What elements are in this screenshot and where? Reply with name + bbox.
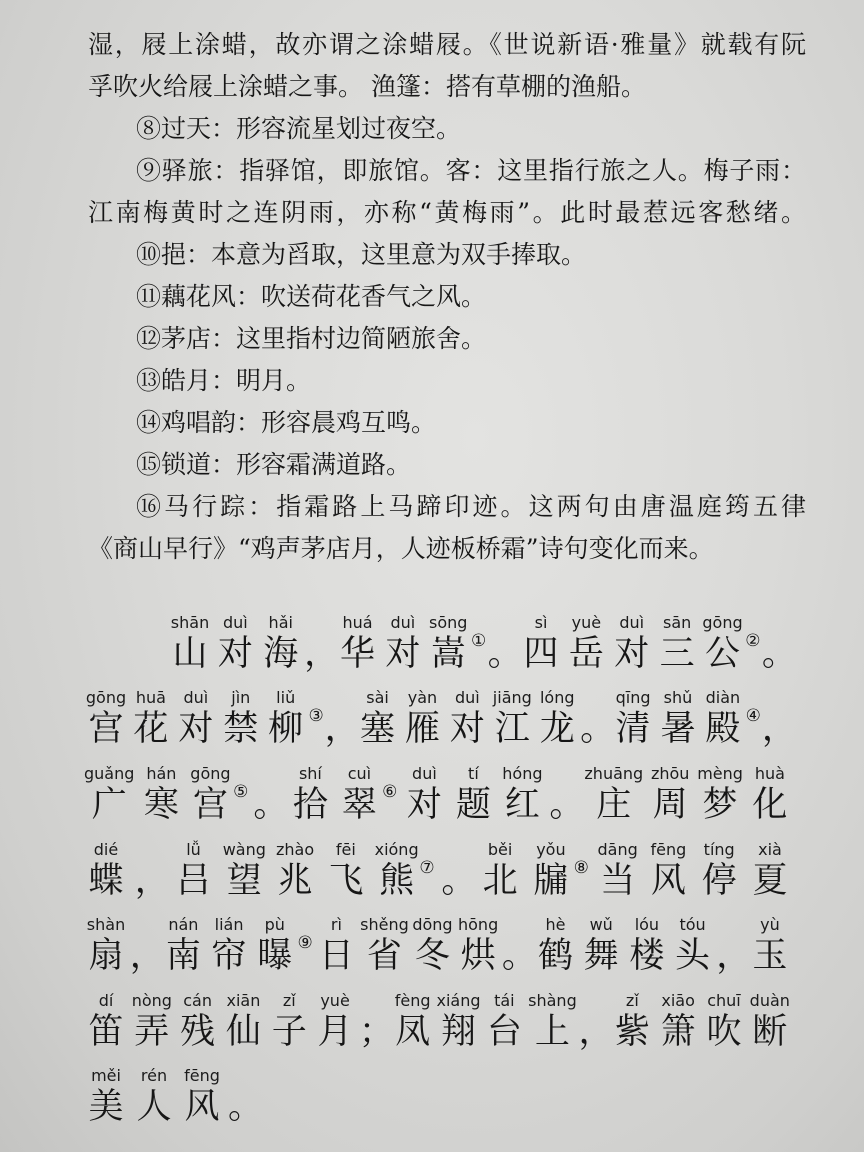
hanzi: 宫: [192, 785, 228, 825]
annotation-line: ⑫茅店：这里指村边简陋旅舍。: [136, 324, 487, 353]
verse-character: [188, 763, 248, 825]
hanzi: 题: [455, 785, 491, 825]
pinyin: shí: [298, 764, 322, 783]
verse-character: [702, 990, 746, 1052]
hanzi: 塞: [360, 709, 396, 749]
hanzi: 南: [165, 936, 201, 976]
pinyin: duì: [455, 688, 480, 707]
hanzi: 当: [600, 861, 636, 901]
pinyin: sōng: [429, 613, 468, 632]
verse-character: [528, 990, 577, 1052]
hanzi: 停: [701, 861, 737, 901]
pinyin: fēng: [650, 840, 687, 859]
pinyin: pù: [264, 915, 285, 934]
verse-punctuation: [580, 687, 616, 749]
annotation-line: ⑮锁道：形容霜满道路。: [136, 450, 412, 479]
pinyin: shàn: [86, 915, 126, 934]
pinyin: duì: [412, 764, 437, 783]
pinyin: hǎi: [268, 613, 293, 632]
verse-character: [478, 839, 522, 901]
verse-character: [671, 914, 715, 976]
hanzi: 曝: [257, 936, 293, 976]
pinyin: shān: [170, 613, 210, 632]
hanzi: 断: [752, 1012, 788, 1052]
pinyin: guǎng: [84, 764, 135, 783]
hanzi: 吹: [706, 1012, 742, 1052]
punctuation-mark: 。: [228, 1087, 264, 1127]
hanzi: 日: [318, 936, 354, 976]
pinyin: cuì: [347, 764, 372, 783]
hanzi: 对: [406, 785, 442, 825]
verse-character: [84, 914, 128, 976]
verse-character: [360, 914, 409, 976]
verse-character: [161, 914, 205, 976]
hanzi: 箫: [660, 1012, 696, 1052]
hanzi: 冬: [414, 936, 450, 976]
verse-character: [172, 839, 216, 901]
hanzi: 残: [180, 1012, 216, 1052]
hanzi: 月: [317, 1012, 353, 1052]
verse-character: [313, 990, 357, 1052]
footnote-marker: ⑤: [233, 782, 249, 802]
pinyin: tóu: [679, 915, 706, 934]
punctuation-mark: ，: [716, 936, 752, 976]
pinyin: qīng: [615, 688, 651, 707]
pinyin: shàng: [528, 991, 577, 1010]
pinyin: mèng: [697, 764, 743, 783]
punctuation-mark: ，: [304, 634, 340, 674]
hanzi: 寒: [143, 785, 179, 825]
hanzi: 仙: [225, 1012, 261, 1052]
hanzi: 飞: [328, 861, 364, 901]
pinyin: dōng: [412, 915, 453, 934]
hanzi: 对: [385, 634, 421, 674]
pinyin: fēi: [335, 840, 356, 859]
verse-punctuation: [324, 687, 360, 749]
hanzi: 公: [704, 634, 740, 674]
verse-character: [456, 914, 500, 976]
pinyin: xià: [758, 840, 782, 859]
hanzi: 头: [675, 936, 711, 976]
hanzi: 风: [184, 1087, 220, 1127]
pinyin: dāng: [597, 840, 638, 859]
pinyin: fèng: [394, 991, 431, 1010]
pinyin: yuè: [320, 991, 350, 1010]
hanzi: 雁: [404, 709, 440, 749]
verse-character: [337, 763, 397, 825]
verse-character: [482, 990, 526, 1052]
annotation-line: 湿，屐上涂蜡，故亦谓之涂蜡屐。《世说新语·雅量》就载有阮: [88, 30, 806, 59]
hanzi: 红: [504, 785, 540, 825]
pinyin: gōng: [702, 613, 743, 632]
verse-character: [180, 1065, 224, 1127]
pinyin: dié: [93, 840, 119, 859]
verse-character: [129, 687, 173, 749]
verse-character: [701, 687, 761, 749]
hanzi: 江: [494, 709, 530, 749]
hanzi: 弄: [134, 1012, 170, 1052]
hanzi: 楼: [629, 936, 665, 976]
pinyin: xiáng: [436, 991, 481, 1010]
hanzi: 烘: [460, 936, 496, 976]
verse-punctuation: [761, 687, 797, 749]
hanzi: 海: [263, 634, 299, 674]
verse-character: [139, 763, 183, 825]
verse-character: [356, 687, 400, 749]
verse-character: [490, 687, 534, 749]
pinyin: sì: [534, 613, 548, 632]
verse-character: [288, 763, 332, 825]
pinyin: sān: [662, 613, 692, 632]
hanzi: 宫: [88, 709, 124, 749]
verse-character: [375, 839, 435, 901]
verse-character: [535, 687, 579, 749]
punctuation-mark: ，: [578, 1012, 614, 1052]
verse-character: [132, 1065, 176, 1127]
pinyin: měi: [91, 1066, 121, 1085]
pinyin: xiāo: [661, 991, 695, 1010]
pinyin: liǔ: [276, 688, 296, 707]
verse-character: [213, 612, 257, 674]
pinyin: xiān: [226, 991, 261, 1010]
verse-character: [314, 914, 358, 976]
pinyin: fēng: [184, 1066, 220, 1085]
verse-line: [168, 612, 797, 674]
verse-character: [437, 990, 481, 1052]
annotations: [88, 24, 806, 570]
verse-line: [84, 1065, 264, 1127]
footnote-marker: ③: [308, 706, 324, 726]
hanzi: 拾: [292, 785, 328, 825]
verse-punctuation: [129, 914, 165, 976]
pinyin: běi: [487, 840, 513, 859]
verse-character: [648, 763, 692, 825]
pinyin: tái: [494, 991, 515, 1010]
hanzi: 化: [752, 785, 788, 825]
pinyin: duì: [183, 688, 209, 707]
hanzi: 台: [486, 1012, 522, 1052]
hanzi: 对: [217, 634, 253, 674]
punctuation-mark: ，: [761, 709, 797, 749]
hanzi: 翔: [441, 1012, 477, 1052]
verse-character: [610, 990, 654, 1052]
annotation-line: ⑩挹：本意为舀取，这里意为双手捧取。: [136, 240, 587, 269]
hanzi: 帘: [211, 936, 247, 976]
punctuation-mark: 。: [441, 861, 477, 901]
pinyin: zhào: [275, 840, 315, 859]
verse-character: [748, 990, 792, 1052]
punctuation-mark: 。: [580, 709, 616, 749]
verse-character: [748, 914, 792, 976]
hanzi: 人: [136, 1087, 172, 1127]
hanzi: 扇: [88, 936, 124, 976]
verse-character: [207, 914, 251, 976]
pinyin: dí: [98, 991, 114, 1010]
annotation-line: ⑬皓月：明月。: [136, 366, 312, 395]
verse-character: [176, 990, 220, 1052]
pinyin: yuè: [571, 613, 602, 632]
hanzi: 紫: [614, 1012, 650, 1052]
hanzi: 龙: [539, 709, 575, 749]
verse-line: [84, 687, 797, 749]
hanzi: 花: [133, 709, 169, 749]
punctuation-mark: ，: [134, 861, 170, 901]
verse-character: [221, 990, 265, 1052]
pinyin: gōng: [190, 764, 231, 783]
footnote-marker: ④: [745, 706, 761, 726]
punctuation-mark: ，: [129, 936, 165, 976]
verse-character: [84, 1065, 128, 1127]
punctuation-mark: 。: [549, 785, 585, 825]
hanzi: 柳: [268, 709, 304, 749]
pinyin: jìn: [231, 688, 251, 707]
pinyin: zǐ: [282, 991, 296, 1010]
verse-character: [579, 914, 623, 976]
pinyin: nòng: [131, 991, 172, 1010]
hanzi: 望: [226, 861, 262, 901]
hanzi: 蝶: [88, 861, 124, 901]
footnote-marker: ⑥: [382, 782, 398, 802]
punctuation-mark: 。: [487, 634, 523, 674]
punctuation-mark: 。: [761, 634, 797, 674]
pinyin: huà: [754, 764, 785, 783]
hanzi: 美: [88, 1087, 124, 1127]
hanzi: 三: [659, 634, 695, 674]
annotation-line: 《商山早行》“鸡声茅店月，人迹板桥霜”诗句变化而来。: [88, 534, 714, 563]
verse-character: [625, 914, 669, 976]
hanzi: 省: [366, 936, 402, 976]
pinyin: zhōu: [650, 764, 690, 783]
verse-character: [264, 687, 324, 749]
hanzi: 北: [482, 861, 518, 901]
pinyin: hōng: [458, 915, 499, 934]
pinyin: tí: [468, 764, 479, 783]
verse-character: [748, 763, 792, 825]
footnote-marker: ①: [471, 631, 487, 651]
verse-character: [697, 839, 741, 901]
hanzi: 舞: [583, 936, 619, 976]
pinyin: xióng: [374, 840, 419, 859]
punctuation-mark: ，: [324, 709, 360, 749]
verse-punctuation: [304, 612, 340, 674]
verse-character: [168, 612, 212, 674]
pinyin: duì: [223, 613, 248, 632]
verse-character: [130, 990, 174, 1052]
hanzi: 熊: [379, 861, 415, 901]
pinyin: lián: [214, 915, 244, 934]
verse-punctuation: [716, 914, 752, 976]
pinyin: wàng: [222, 840, 266, 859]
hanzi: 对: [449, 709, 485, 749]
hanzi: 笛: [88, 1012, 124, 1052]
hanzi: 鹤: [537, 936, 573, 976]
hanzi: 兆: [277, 861, 313, 901]
verse-character: [410, 914, 454, 976]
hanzi: 对: [178, 709, 214, 749]
verse-punctuation: [441, 839, 477, 901]
pinyin: hóng: [502, 764, 543, 783]
annotation-line: 江南梅黄时之连阴雨，亦称“黄梅雨”。此时最惹远客愁绪。: [88, 198, 806, 227]
hanzi: 周: [652, 785, 688, 825]
pinyin: shǔ: [663, 688, 693, 707]
pinyin: hè: [545, 915, 566, 934]
verse-character: [219, 687, 263, 749]
pinyin: chuī: [707, 991, 741, 1010]
verse-character: [381, 612, 425, 674]
pinyin: yàn: [407, 688, 438, 707]
hanzi: 四: [523, 634, 559, 674]
verse-character: [84, 839, 128, 901]
pinyin: gōng: [85, 688, 127, 707]
verse-punctuation: [358, 990, 394, 1052]
pinyin: shěng: [360, 915, 409, 934]
pinyin: duì: [390, 613, 416, 632]
footnote-marker: ⑨: [297, 933, 313, 953]
footnote-marker: ⑦: [419, 858, 435, 878]
hanzi: 吕: [176, 861, 212, 901]
verse-punctuation: [228, 1065, 264, 1127]
verse-character: [656, 687, 700, 749]
hanzi: 梦: [702, 785, 738, 825]
punctuation-mark: 。: [501, 936, 537, 976]
annotation-line: ⑭鸡唱韵：形容晨鸡互鸣。: [136, 408, 437, 437]
verse-punctuation: [253, 763, 289, 825]
pinyin: lóu: [634, 915, 660, 934]
pinyin: cán: [183, 991, 212, 1010]
hanzi: 牖: [533, 861, 569, 901]
punctuation-mark: ；: [358, 1012, 394, 1052]
pinyin: rì: [330, 915, 342, 934]
verse-punctuation: [578, 990, 614, 1052]
verse-character: [174, 687, 218, 749]
hanzi: 嵩: [430, 634, 466, 674]
pinyin: yǒu: [536, 840, 566, 859]
verse-character: [500, 763, 544, 825]
annotation-line: ⑯马行踪：指霜路上马蹄印迹。这两句由唐温庭筠五律: [136, 492, 806, 521]
footnote-marker: ②: [745, 631, 761, 651]
verse-punctuation: [501, 914, 537, 976]
hanzi: 清: [615, 709, 651, 749]
verse-character: [84, 990, 128, 1052]
hanzi: 上: [534, 1012, 570, 1052]
verse-punctuation: [134, 839, 170, 901]
pinyin: rén: [140, 1066, 168, 1085]
hanzi: 华: [339, 634, 375, 674]
verse-character: [529, 839, 589, 901]
hanzi: 凤: [395, 1012, 431, 1052]
pinyin: diàn: [705, 688, 741, 707]
verse-punctuation: [549, 763, 585, 825]
verse-character: [84, 763, 134, 825]
verse-character: [697, 763, 743, 825]
pinyin: zǐ: [625, 991, 639, 1010]
verse-character: [701, 612, 761, 674]
pinyin: jiāng: [492, 688, 532, 707]
pinyin: lǚ: [186, 840, 201, 859]
pinyin: yù: [760, 915, 780, 934]
verse-character: [273, 839, 317, 901]
verse-character: [391, 990, 435, 1052]
pinyin: sài: [366, 688, 389, 707]
verse-character: [748, 839, 792, 901]
verse-character: [655, 612, 699, 674]
verse-character: [451, 763, 495, 825]
pinyin: duàn: [749, 991, 790, 1010]
hanzi: 殿: [705, 709, 741, 749]
verse-character: [426, 612, 486, 674]
verse-character: [259, 612, 303, 674]
verse-character: [584, 763, 643, 825]
verse-character: [222, 839, 266, 901]
hanzi: 子: [271, 1012, 307, 1052]
hanzi: 山: [172, 634, 208, 674]
footnote-marker: ⑧: [573, 858, 589, 878]
pinyin: hán: [146, 764, 177, 783]
annotation-line: ⑪藕花风：吹送荷花香气之风。: [136, 282, 487, 311]
hanzi: 禁: [223, 709, 259, 749]
verse-character: [267, 990, 311, 1052]
hanzi: 庄: [596, 785, 632, 825]
verse-character: [445, 687, 489, 749]
verse-character: [564, 612, 608, 674]
pinyin: nán: [168, 915, 199, 934]
verse-character: [402, 763, 446, 825]
hanzi: 夏: [752, 861, 788, 901]
hanzi: 广: [91, 785, 127, 825]
verse-line: [84, 990, 792, 1052]
pinyin: huā: [135, 688, 166, 707]
verse-character: [611, 687, 655, 749]
verse-character: [534, 914, 578, 976]
hanzi: 翠: [341, 785, 377, 825]
punctuation-mark: 。: [253, 785, 289, 825]
verse-character: [84, 687, 128, 749]
annotation-line: ⑧过天：形容流星划过夜空。: [136, 114, 462, 143]
pinyin: tíng: [703, 840, 735, 859]
verse-punctuation: [761, 612, 797, 674]
annotation-line: ⑨驿旅：指驿馆，即旅馆。客：这里指行旅之人。梅子雨：: [136, 156, 806, 185]
verse-line: [84, 839, 792, 901]
verse-character: [519, 612, 563, 674]
verse-character: [400, 687, 444, 749]
verse-character: [253, 914, 313, 976]
hanzi: 风: [650, 861, 686, 901]
verse-character: [656, 990, 700, 1052]
hanzi: 暑: [660, 709, 696, 749]
verse-character: [610, 612, 654, 674]
verse-punctuation: [487, 612, 523, 674]
pinyin: huá: [342, 613, 373, 632]
hanzi: 岳: [568, 634, 604, 674]
verse-character: [336, 612, 380, 674]
pinyin: zhuāng: [584, 764, 644, 783]
pinyin: wǔ: [589, 915, 613, 934]
pinyin: duì: [619, 613, 645, 632]
verse-character: [596, 839, 640, 901]
verse-line: [84, 763, 792, 825]
verse-character: [646, 839, 690, 901]
annotation-line: 孚吹火给屐上涂蜡之事。 渔篷：搭有草棚的渔船。: [88, 72, 646, 101]
verse-line: [84, 914, 792, 976]
pinyin: lóng: [539, 688, 575, 707]
hanzi: 玉: [752, 936, 788, 976]
verse-character: [324, 839, 368, 901]
hanzi: 对: [614, 634, 650, 674]
